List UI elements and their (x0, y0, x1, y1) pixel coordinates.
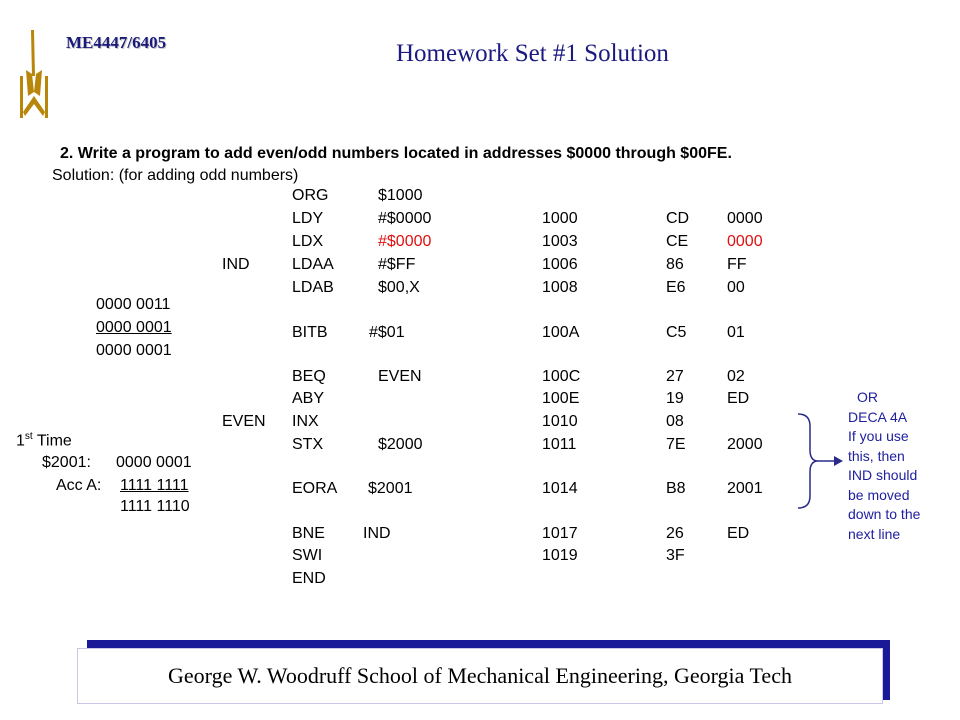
code-operand: 2001 (727, 480, 763, 497)
side-note (848, 388, 948, 544)
code-operand: FF (727, 256, 747, 273)
code-op: ABY (292, 390, 325, 407)
code-arg: #$FF (378, 256, 416, 273)
code-op: LDY (292, 210, 324, 227)
code-opcode: CD (666, 210, 690, 227)
code-opcode: 7E (666, 436, 686, 453)
code-opcode: B8 (666, 480, 686, 497)
code-addr: 1017 (542, 525, 578, 542)
mem-value: 0000 0001 (116, 454, 192, 471)
solution-label: Solution: (for adding odd numbers) (52, 167, 299, 184)
code-operand: 00 (727, 279, 745, 296)
code-op: ORG (292, 187, 329, 204)
note-line: If you use (848, 428, 909, 444)
code-arg: #$0000 (378, 210, 432, 227)
course-code: ME4447/6405 (66, 33, 167, 52)
code-op: STX (292, 436, 324, 453)
code-op: END (292, 570, 326, 587)
code-addr: 100E (542, 390, 580, 407)
footer-banner (77, 648, 883, 704)
code-addr: 1008 (542, 279, 578, 296)
code-arg: #$01 (369, 324, 405, 341)
code-opcode: E6 (666, 279, 686, 296)
code-opcode: 3F (666, 547, 685, 564)
note-line: down to the (848, 506, 921, 522)
georgia-tech-logo (18, 30, 50, 122)
code-op: BEQ (292, 368, 326, 385)
code-operand: ED (727, 390, 750, 407)
problem-statement: 2. Write a program to add even/odd numbers located in addresses $0000 through $00FE. (60, 145, 732, 162)
code-op: LDAA (292, 256, 334, 273)
code-addr: 100C (542, 368, 581, 385)
note-line: next line (848, 525, 901, 542)
bracket-arrow-icon (796, 412, 846, 512)
code-addr: 1010 (542, 413, 578, 430)
code-operand: ED (727, 525, 750, 542)
code-label: EVEN (222, 413, 266, 430)
code-opcode: 26 (666, 525, 684, 542)
code-arg: $1000 (378, 187, 423, 204)
code-operand: 2000 (727, 436, 763, 453)
footer-text: George W. Woodruff School of Mechanical Engineering, Georgia Tech (168, 663, 792, 688)
code-op: SWI (292, 547, 323, 564)
code-op: BNE (292, 525, 325, 542)
code-opcode: 27 (666, 368, 684, 385)
code-arg: $00,X (378, 279, 420, 296)
code-arg: IND (363, 525, 391, 542)
code-arg: $2001 (368, 480, 413, 497)
code-arg-highlight: #$0000 (378, 233, 432, 250)
note-line: IND should (848, 467, 918, 483)
code-op: INX (292, 413, 319, 430)
first-time-label: 1st Time (16, 431, 72, 450)
code-op: BITB (292, 324, 328, 341)
page-title: Homework Set #1 Solution (396, 40, 669, 67)
code-addr: 1006 (542, 256, 578, 273)
code-opcode: 08 (666, 413, 684, 430)
code-opcode: 86 (666, 256, 684, 273)
note-line: be moved (848, 486, 910, 503)
note-line: DECA 4A (848, 408, 908, 425)
code-operand: 01 (727, 324, 745, 341)
note-line: this, then (848, 447, 905, 464)
calc-operand-b: 0000 0001 (96, 319, 172, 336)
code-addr: 1011 (542, 436, 577, 453)
calc-operand-a: 0000 0011 (96, 296, 171, 313)
code-addr: 100A (542, 324, 580, 341)
code-addr: 1014 (542, 480, 578, 497)
code-addr: 1003 (542, 233, 578, 250)
code-opcode: C5 (666, 324, 687, 341)
code-arg: EVEN (378, 368, 422, 385)
code-operand: 02 (727, 368, 745, 385)
acc-value: 1111 1111 (120, 477, 189, 494)
mem-label: $2001: (42, 454, 91, 471)
acc-label: Acc A: (56, 477, 102, 494)
code-operand-highlight: 0000 (727, 233, 763, 250)
eor-result: 1111 1110 (120, 498, 190, 515)
note-line: OR (857, 389, 878, 405)
code-addr: 1019 (542, 547, 578, 564)
code-op: LDAB (292, 279, 334, 296)
code-operand: 0000 (727, 210, 763, 227)
code-opcode: CE (666, 233, 689, 250)
code-opcode: 19 (666, 390, 684, 407)
calc-result: 0000 0001 (96, 342, 172, 359)
code-addr: 1000 (542, 210, 578, 227)
code-op: EORA (292, 480, 338, 497)
code-arg: $2000 (378, 436, 423, 453)
code-op: LDX (292, 233, 324, 250)
code-label: IND (222, 256, 250, 273)
